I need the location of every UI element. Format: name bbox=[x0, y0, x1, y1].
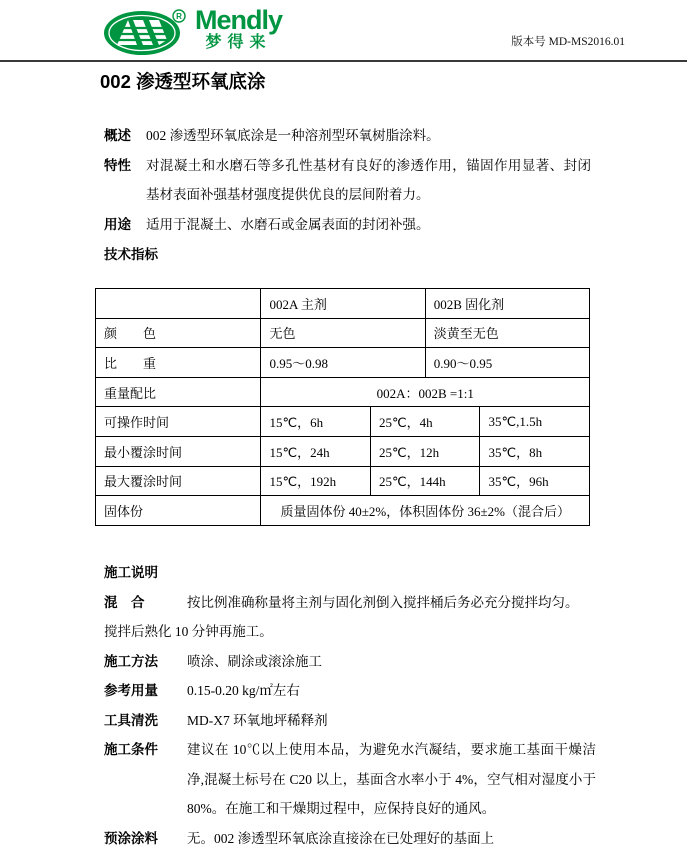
table-cell: 0.95～0.98 bbox=[261, 348, 425, 378]
tech-specs-table bbox=[95, 288, 590, 526]
table-cell-component-b: 002B 固化剂 bbox=[425, 289, 589, 319]
construction-text: 0.15-0.20 kg/㎡左右 bbox=[187, 683, 300, 698]
intro-section bbox=[104, 121, 591, 239]
construction-label: 混 合 bbox=[104, 594, 145, 610]
construction-row-conditions bbox=[104, 735, 596, 824]
construction-text: 无。002 渗透型环氧底涂直接涂在已处理好的基面上 bbox=[187, 830, 495, 846]
construction-label: 施工条件 bbox=[104, 742, 158, 757]
intro-text: 适用于混凝土、水磨石或金属表面的封闭补强。 bbox=[146, 216, 430, 232]
intro-row-features bbox=[104, 151, 591, 210]
mendly-m-logo-icon bbox=[103, 8, 187, 56]
page-header bbox=[0, 0, 687, 62]
table-row-max-recoat bbox=[96, 466, 590, 496]
intro-label: 特性 bbox=[104, 157, 131, 173]
table-cell: 0.90～0.95 bbox=[425, 348, 589, 378]
table-cell: 25℃，4h bbox=[370, 407, 480, 437]
intro-text: 对混凝土和水磨石等多孔性基材有良好的渗透作用，锚固作用显著、封闭基材表面补强基材强度提供优良的层间附着力。 bbox=[146, 157, 591, 202]
row-label: 最大覆涂时间 bbox=[96, 466, 261, 496]
brand-name-en: Mendly bbox=[195, 5, 283, 35]
version-number: 版本号 MD-MS2016.01 bbox=[511, 36, 625, 48]
construction-row-tool-cleaning bbox=[104, 706, 596, 736]
page-title: 002 渗透型环氧底涂 bbox=[100, 71, 266, 92]
row-label: 颜 色 bbox=[96, 318, 261, 348]
construction-heading: 施工说明 bbox=[104, 565, 158, 580]
construction-row-mixing bbox=[104, 588, 596, 618]
registered-mark: R bbox=[176, 12, 182, 21]
table-cell-blank bbox=[96, 289, 261, 319]
intro-label: 概述 bbox=[104, 128, 131, 143]
table-row-pot-life bbox=[96, 407, 590, 437]
construction-section bbox=[104, 558, 596, 852]
table-cell: 15℃，192h bbox=[261, 466, 371, 496]
table-cell: 15℃，6h bbox=[261, 407, 371, 437]
table-row-header bbox=[96, 289, 590, 319]
construction-label: 参考用量 bbox=[104, 683, 158, 698]
construction-label: 预涂涂料 bbox=[104, 830, 158, 846]
construction-row-method bbox=[104, 647, 596, 677]
intro-label: 用途 bbox=[104, 216, 131, 232]
table-row-min-recoat bbox=[96, 436, 590, 466]
row-label: 重量配比 bbox=[96, 377, 261, 407]
construction-label: 施工方法 bbox=[104, 653, 158, 669]
construction-label: 工具清洗 bbox=[104, 712, 158, 728]
table-cell: 淡黄至无色 bbox=[425, 318, 589, 348]
construction-mixing-continued: 搅拌后熟化 10 分钟再施工。 bbox=[104, 624, 273, 639]
construction-row-precoat bbox=[104, 824, 596, 852]
row-label: 可操作时间 bbox=[96, 407, 261, 437]
table-cell: 35℃，96h bbox=[480, 466, 590, 496]
table-cell-component-a: 002A 主剂 bbox=[261, 289, 425, 319]
intro-row-usage bbox=[104, 210, 591, 240]
brand-name-cn: 梦得来 bbox=[205, 34, 272, 51]
table-cell: 35℃,1.5h bbox=[480, 407, 590, 437]
row-label: 固体份 bbox=[96, 496, 261, 526]
tech-specs-heading: 技术指标 bbox=[104, 247, 158, 262]
table-cell: 无色 bbox=[261, 318, 425, 348]
construction-row-consumption bbox=[104, 676, 596, 706]
table-cell: 15℃，24h bbox=[261, 436, 371, 466]
table-row-color bbox=[96, 318, 590, 348]
construction-text: MD-X7 环氧地坪稀释剂 bbox=[187, 712, 328, 728]
table-cell: 25℃，144h bbox=[370, 466, 480, 496]
table-cell: 35℃，8h bbox=[480, 436, 590, 466]
table-cell: 质量固体份 40±2%，体积固体份 36±2%（混合后） bbox=[261, 496, 590, 526]
row-label: 最小覆涂时间 bbox=[96, 436, 261, 466]
table-row-mix-ratio bbox=[96, 377, 590, 407]
table-cell: 002A：002B =1:1 bbox=[261, 377, 590, 407]
construction-text: 建议在 10℃以上使用本品，为避免水汽凝结，要求施工基面干燥洁净,混凝土标号在 C20 以上，基面含水率小于 4%，空气相对湿度小于 80%。在施工和干燥期过程中，应保持良好的通风。 bbox=[187, 742, 596, 816]
table-row-specific-gravity bbox=[96, 348, 590, 378]
brand-wordmark bbox=[195, 5, 283, 53]
intro-row-overview bbox=[104, 121, 591, 151]
construction-text: 按比例准确称量将主剂与固化剂倒入搅拌桶后务必充分搅拌均匀。 bbox=[187, 594, 579, 610]
row-label: 比 重 bbox=[96, 348, 261, 378]
table-row-solids bbox=[96, 496, 590, 526]
table-cell: 25℃，12h bbox=[370, 436, 480, 466]
intro-text: 002 渗透型环氧底涂是一种溶剂型环氧树脂涂料。 bbox=[146, 128, 440, 143]
brand-logo bbox=[103, 5, 283, 56]
construction-text: 喷涂、刷涂或滚涂施工 bbox=[187, 653, 322, 669]
